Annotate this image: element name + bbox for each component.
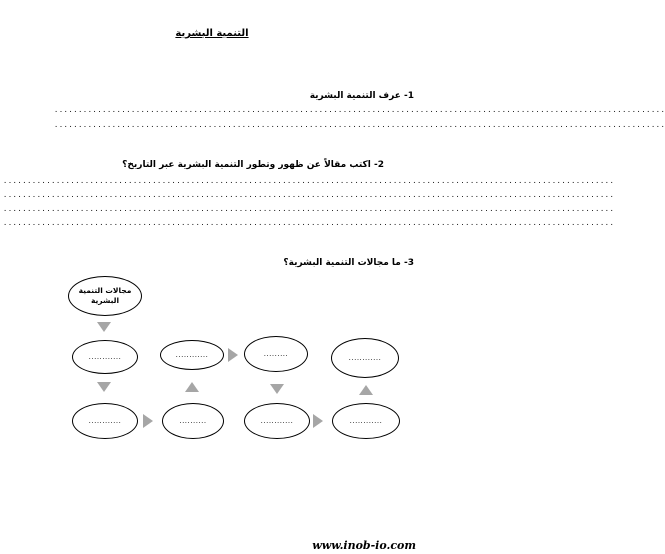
diagram-oval [244, 336, 308, 372]
diagram-oval [160, 340, 224, 370]
answer-line: ............................................................................................................................... [54, 106, 665, 114]
diagram-oval [332, 403, 400, 439]
arrow-right-icon [228, 348, 238, 362]
oval-placeholder: ............ [260, 417, 294, 425]
question-3: 3- ما مجالات التنمية البشرية؟ [283, 258, 414, 268]
footer-url[interactable]: www.inob-io.com [312, 539, 416, 552]
answer-line: ............................................................................................................................... [3, 219, 615, 227]
arrow-up-icon [185, 382, 199, 392]
diagram-oval [72, 340, 138, 374]
diagram-start-label: مجالات التنمية البشرية [78, 286, 132, 305]
page-title: التنمية البشرية [175, 28, 249, 39]
diagram-oval [331, 338, 399, 378]
oval-placeholder: ............ [349, 417, 383, 425]
arrow-right-icon [313, 414, 323, 428]
diagram-oval [162, 403, 224, 439]
diagram-start-oval [68, 276, 142, 316]
answer-line: ............................................................................................................................... [54, 121, 665, 129]
arrow-down-icon [97, 382, 111, 392]
arrow-down-icon [97, 322, 111, 332]
oval-placeholder: ......... [263, 350, 289, 358]
oval-placeholder: ............ [88, 353, 122, 361]
answer-line: ............................................................................................................................... [3, 177, 615, 185]
arrow-up-icon [359, 385, 373, 395]
arrow-right-icon [143, 414, 153, 428]
diagram-oval [72, 403, 138, 439]
oval-placeholder: ............ [88, 417, 122, 425]
answer-line: ............................................................................................................................... [3, 191, 615, 199]
oval-placeholder: ............ [175, 351, 209, 359]
diagram-oval [244, 403, 310, 439]
oval-placeholder: ............ [348, 354, 382, 362]
oval-placeholder: .......... [179, 417, 207, 425]
answer-line: ............................................................................................................................... [3, 205, 615, 213]
arrow-down-icon [270, 384, 284, 394]
question-2: 2- اكتب مقالاً عن ظهور وتطور التنمية البشرية عبر التاريخ؟ [122, 160, 384, 170]
question-1: 1- عرف التنمية البشرية [309, 91, 414, 101]
